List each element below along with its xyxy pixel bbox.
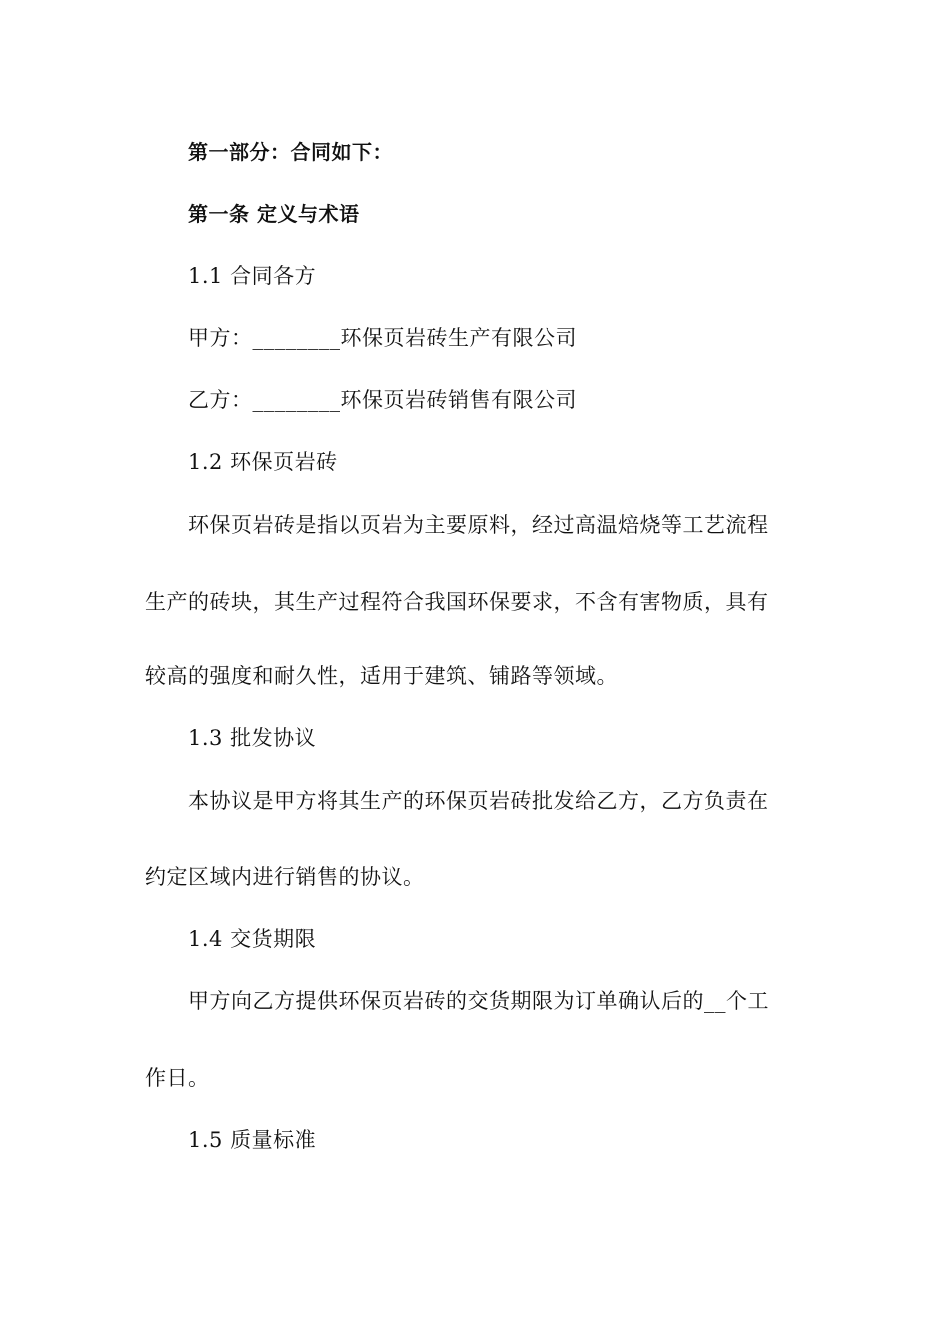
article-heading: 第一条 定义与术语 (188, 202, 360, 226)
section-1-3-heading: 1.3 批发协议 (188, 726, 317, 750)
section-1-2-paragraph-line-1: 环保页岩砖是指以页岩为主要原料，经过高温焙烧等工艺流程 (188, 513, 769, 537)
party-b-line: 乙方：________环保页岩砖销售有限公司 (188, 388, 577, 412)
section-1-3-paragraph-line-1: 本协议是甲方将其生产的环保页岩砖批发给乙方，乙方负责在 (188, 789, 769, 813)
section-1-2-paragraph-line-2: 生产的砖块，其生产过程符合我国环保要求，不含有害物质，具有 (145, 590, 769, 614)
section-1-2-heading: 1.2 环保页岩砖 (188, 450, 338, 474)
part-heading: 第一部分：合同如下： (188, 140, 393, 164)
section-1-1-heading: 1.1 合同各方 (188, 264, 317, 288)
section-1-2-paragraph-line-3: 较高的强度和耐久性，适用于建筑、铺路等领域。 (145, 664, 618, 688)
section-1-4-paragraph-line-1: 甲方向乙方提供环保页岩砖的交货期限为订单确认后的__个工 (188, 989, 769, 1013)
section-1-5-heading: 1.5 质量标准 (188, 1128, 317, 1152)
party-a-line: 甲方：________环保页岩砖生产有限公司 (188, 326, 577, 350)
section-1-3-paragraph-line-2: 约定区域内进行销售的协议。 (145, 865, 425, 889)
section-1-4-paragraph-line-2: 作日。 (145, 1066, 210, 1090)
section-1-4-heading: 1.4 交货期限 (188, 927, 317, 951)
